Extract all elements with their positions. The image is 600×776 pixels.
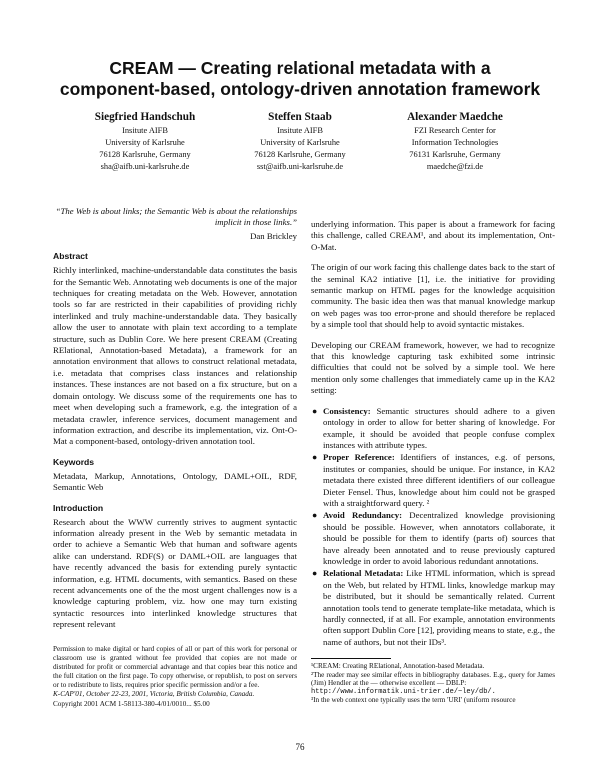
author-affiliation: Information Technologies	[411, 138, 499, 147]
bullet-icon: ●	[312, 452, 318, 463]
author-block	[60, 110, 540, 180]
author-3	[370, 110, 540, 173]
permission-text: Permission to make digital or hard copies of all or part of this work for personal or classroom use is granted without fee provided that copies are not made or distributed for profit or commercial advantage and that copies bear this notice and the full citation on the first page. To copy otherwise, or republish, to post on servers or to redistribute to lists, requires prior specific permission and/or a fee.	[53, 645, 297, 690]
author-affiliation: FZI Research Center for	[414, 126, 496, 135]
bullet-icon: ●	[312, 510, 318, 521]
author-name: Alexander Maedche	[407, 111, 503, 123]
author-2	[215, 110, 385, 173]
conference-line: K-CAP'01, October 22-23, 2001, Victoria, British Columbia, Canada.	[53, 690, 255, 699]
footnote-3: ³In the web context one typically uses the term 'URI' (uniform resource	[311, 696, 516, 705]
introduction-text: Research about the WWW currently strives to augment syntactic information already present in the Web by semantic metadata in order to achieve a Semantic Web that human and software agents alike can understand. RDF(S) or DAML+OIL are languages that have recently advanced the basis for extending purely syntactic information, e.g. HTML documents, with semantics. Based on these recent advancements one of the the most urgent challenges now is a knowledge capturing problem, viz. how one may turn existing syntactic resources into interlinked knowledge structures that represent relevant	[53, 516, 297, 630]
list-item-term: Relational Metadata:	[323, 568, 404, 579]
author-name: Siegfried Handschuh	[94, 111, 196, 123]
body-paragraph: Developing our CREAM framework, however, we had to recognize that this knowledge capturing task exhibited some intrinsic difficulties that could not be solved by a simple tool. We here mention only some challenges that immediately came up in the KA2 setting:	[311, 339, 555, 396]
list-item-text: Decentralized knowledge provisioning should be possible. However, when annotators collaborate, it should be possible for them to identify (parts of) sources that have already been annotated and to reuse previously captured knowledge in order to avoid laborious redundant annotations.	[323, 510, 555, 566]
right-column	[311, 219, 555, 649]
list-item	[311, 568, 555, 648]
footnote-1: ¹CREAM: Creating RElational, Annotation-based Metadata.	[311, 662, 485, 670]
author-affiliation: Insitute AIFB	[122, 126, 168, 135]
footnotes	[311, 662, 555, 705]
footnote-divider	[311, 658, 391, 659]
author-address: 76131 Karlsruhe, Germany	[409, 150, 501, 159]
list-item	[311, 510, 555, 567]
footnote-2-url: http://www.informatik.uni-trier.de/~ley/db/.	[311, 687, 496, 696]
left-column	[53, 206, 297, 640]
introduction-heading: Introduction	[53, 502, 104, 513]
list-item-text: Identifiers of instances, e.g. of persons, institutes or companies, should be unique. For instance, in KA2 metadata there existed three different identifiers of our colleague Dieter Fensel. Thus, knowledge about him could not be grasped with a straightforward query. ²	[323, 452, 555, 508]
list-item-text: Like HTML information, which is spread on the Web, but related by HTML links, knowledge markup may be distributed, but it should be semantically related. Current annotation tools tend to generate template-like metadata, which is hardly connected, if at all. For example, annotation environments often support Dublin Core [12], providing means to state, e.g., the name of authors, but not their IDs³.	[323, 568, 555, 647]
body-paragraph: The origin of our work facing this challenge dates back to the start of the seminal KA2 intiative [1], i.e. the initiative for providing semantic markup on HTML pages for the knowledge acquisition community. The basic idea then was that manual knowledge markup on web pages was too error-prone and should therefore be replaced by a simple tool that should help to avoid syntactic mistakes.	[311, 262, 555, 330]
author-address: 76128 Karlsruhe, Germany	[254, 150, 346, 159]
bullet-icon: ●	[312, 405, 318, 416]
epigraph-author: Dan Brickley	[250, 230, 297, 241]
author-1	[60, 110, 230, 173]
author-affiliation: University of Karlsruhe	[105, 138, 185, 147]
list-item	[311, 452, 555, 509]
list-item-term: Proper Reference:	[323, 452, 395, 463]
author-affiliation: Insitute AIFB	[277, 126, 323, 135]
page-number: 76	[295, 742, 305, 752]
epigraph-quote: “The Web is about links; the Semantic Web is about the relationships implicit in those links.”	[55, 206, 297, 228]
list-item-term: Consistency:	[323, 405, 371, 416]
title-line-1: CREAM — Creating relational metadata with a	[109, 58, 491, 78]
keywords-text: Metadata, Markup, Annotations, Ontology, DAML+OIL, RDF, Semantic Web	[53, 470, 297, 493]
abstract-heading: Abstract	[53, 251, 88, 262]
footnote-2: ²The reader may see similar effects in bibliography databases. E.g., query for James (Jim) Hendler at the — otherwise excellent — DBLP:	[311, 670, 555, 688]
list-item	[311, 406, 555, 452]
challenge-list	[311, 406, 555, 649]
title-line-2: component-based, ontology-driven annotation framework	[59, 79, 541, 99]
keywords-heading: Keywords	[53, 456, 95, 467]
author-name: Steffen Staab	[268, 111, 332, 123]
author-affiliation: University of Karlsruhe	[260, 138, 340, 147]
author-email: sha@aifb.uni-karlsruhe.de	[100, 162, 190, 171]
bullet-icon: ●	[312, 568, 318, 579]
copyright-line: Copyright 2001 ACM 1-58113-380-4/01/0010... $5.00	[53, 699, 210, 708]
author-email: maedche@fzi.de	[426, 162, 484, 171]
author-address: 76128 Karlsruhe, Germany	[99, 150, 191, 159]
list-item-text: Semantic structures should adhere to a given ontology in order to allow for better sharing of knowledge. For example, it should be avoided that people confuse complex instances with attribute types.	[323, 405, 556, 450]
list-item-term: Avoid Redundancy:	[323, 510, 403, 521]
abstract-text: Richly interlinked, machine-understandable data constitutes the basis for the Semantic Web. Annotating web documents is one of the major techniques for creating metadata on the Web. However, annotation tools so far are restricted in their capabilities of providing richly interlinked and truly machine-understandable data. They basically allow the user to annotate with plain text according to a template structure, such as Dublin Core. We here present CREAM (Creating RElational, Annotation-based Metadata), a framework for an annotation environment that allows to construct relational metadata, i.e. metadata that comprises class instances and relationship instances. These instances are not based on a fix structure, but on a domain ontology. We discuss some of the requirements one has to meet when developing such a framework, e.g. the integration of a metadata crawler, inference services, document management and information extraction, and describe its implementation, viz. Ont-O-Mat a component-based, ontology-driven annotation tool.	[53, 265, 297, 447]
body-paragraph: underlying information. This paper is about a framework for facing this challenge, called CREAM¹, and about its implementation, Ont-O-Mat.	[311, 219, 555, 252]
author-email: sst@aifb.uni-karlsruhe.de	[256, 162, 344, 171]
permission-notice	[53, 645, 297, 709]
paper-title	[30, 58, 570, 100]
